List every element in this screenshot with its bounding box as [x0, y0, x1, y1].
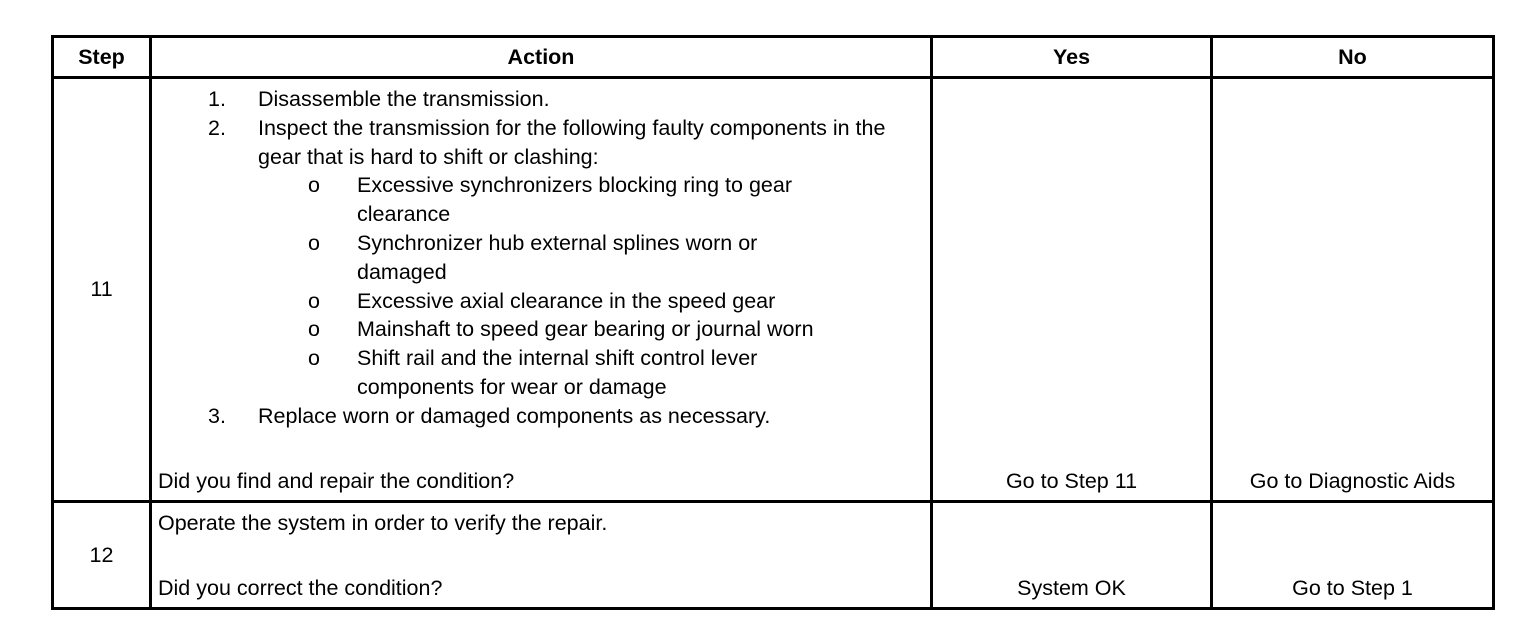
bullet-icon: o: [308, 317, 320, 342]
sub-items-list: [258, 171, 922, 401]
no-answer-link[interactable]: Go to Step 1: [1292, 576, 1413, 600]
yes-answer-link[interactable]: Go to Step 11: [1005, 469, 1138, 493]
step-item-number: 3.: [208, 403, 226, 428]
action-steps-list: [152, 79, 930, 431]
step-item-text: Disassemble the transmission.: [258, 87, 550, 111]
no-answer-link[interactable]: Go to Diagnostic Aids: [1249, 469, 1456, 493]
sub-item: [257, 287, 922, 316]
sub-item-text: Excessive synchronizers blocking ring to gear clearance: [357, 173, 792, 227]
header-step: Step: [53, 37, 151, 78]
step-item-text: Inspect the transmission for the following faulty components in the gear that is hard to shift or clashing:: [258, 115, 886, 169]
bullet-icon: o: [308, 288, 320, 313]
header-no: No: [1212, 37, 1494, 78]
header-action: Action: [151, 37, 932, 78]
action-step: [152, 85, 930, 114]
yes-cell: [932, 502, 1212, 609]
action-step: [152, 402, 930, 431]
header-yes: Yes: [932, 37, 1212, 78]
instruction-text: Operate the system in order to verify the repair.: [158, 511, 608, 535]
bullet-icon: o: [308, 346, 320, 371]
diagnostic-table: [51, 35, 1495, 610]
yes-cell: [932, 78, 1212, 502]
table-row-step-12: [53, 502, 1494, 609]
action-step: [152, 114, 930, 402]
sub-item: [257, 229, 922, 287]
sub-item-text: Synchronizer hub external splines worn or damaged: [357, 230, 758, 284]
header-row: [53, 37, 1494, 78]
yes-answer-link[interactable]: System OK: [1017, 576, 1126, 600]
question-text: Did you find and repair the condition?: [158, 469, 515, 493]
sub-item-text: Shift rail and the internal shift control lever components for wear or damage: [357, 346, 758, 399]
step-item-number: 2.: [208, 115, 226, 140]
question-text: Did you correct the condition?: [158, 576, 443, 600]
step-item-text: Replace worn or damaged components as necessary.: [258, 403, 771, 428]
bullet-icon: o: [308, 173, 320, 198]
sub-item-text: Mainshaft to speed gear bearing or journal worn: [357, 317, 814, 342]
sub-item: [257, 171, 922, 229]
step-item-number: 1.: [208, 87, 226, 111]
sub-item: [257, 315, 922, 344]
step-number: 11: [53, 78, 151, 502]
table-row-step-11: [53, 78, 1494, 502]
action-cell: [151, 78, 932, 502]
sub-item-text: Excessive axial clearance in the speed gear: [357, 288, 776, 313]
no-cell: [1212, 502, 1494, 609]
sub-item: [257, 344, 922, 402]
step-number: 12: [53, 502, 151, 609]
no-cell: [1212, 78, 1494, 502]
bullet-icon: o: [308, 230, 320, 255]
action-cell: [151, 502, 932, 609]
